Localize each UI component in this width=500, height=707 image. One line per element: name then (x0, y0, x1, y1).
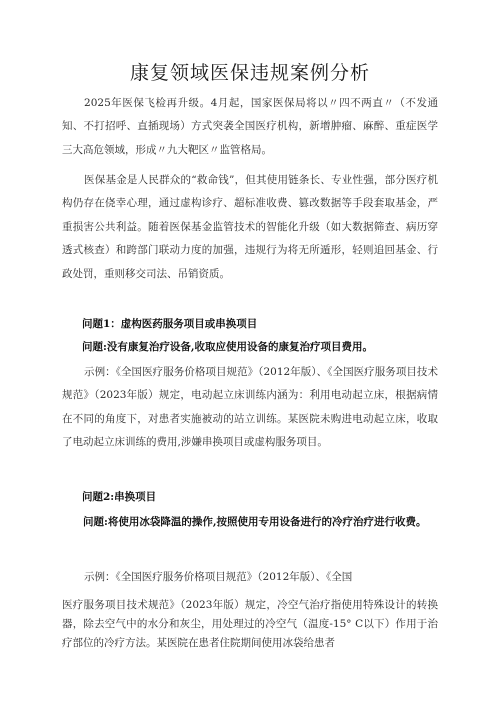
issue-2-heading: 问题2:串换项目 (82, 491, 157, 503)
fund-paragraph: 医保基金是人民群众的“救命钱”，但其使用链条长、专业性强，部分医疗机构仍存在侥幸心理，通过虚构诊疗、超标准收费、篡改数据等手段套取基金，严重损害公共利益。随着医保基金监管技术的智能化升级（如大数据筛查、病历穿透式核查）和跨部门联动力度的加强，违规行为将无所遁形，轻则追回基金、行政处罚，重则移交司法、吊销资质。 (62, 174, 438, 280)
document-title: 康复领域医保违规案例分析 (129, 62, 370, 84)
issue-1-heading: 问题1：虚构医药服务项目或串换项目 (82, 318, 258, 330)
issue-2-example-body: 医疗服务项目技术规范》（2023年版）规定，冷空气治疗指使用特殊设计的转换器，除去空气中的水分和灰尘，用处理过的冷空气（温度-15° C以下）作用于治疗部位的冷疗方法。某医院在患者住院期间使用冰袋给患者 (62, 599, 438, 649)
intro-paragraph: 2025年医保飞检再升级。4月起，国家医保局将以〃四不两直〃（不发通知、不打招呼、直插现场）方式突袭全国医疗机构，新增肿瘤、麻醉、重症医学三大高危领域，形成〃九大靶区〃监管格局。 (62, 97, 438, 156)
issue-2-subheading: 问题:将使用冰袋降温的操作,按照使用专用设备进行的冷疗治疗进行收费。 (83, 516, 427, 528)
issue-1-subheading: 问题:没有康复治疗设备,收取应使用设备的康复治疗项目费用。 (82, 341, 374, 353)
issue-2-example-line1: 示例：《全国医疗服务价格项目规范》（2012年版）、《全国 (84, 571, 353, 583)
issue-1-example: 示例：《全国医疗服务价格项目规范》（2012年版）、《全国医疗服务项目技术规范》（2023年版）规定，电动起立床训练内涵为：利用电动起立床，根据病情在不同的角度下，对患者实施被动的站立训练。某医院未购进电动起立床，收取了电动起立床训练的费用,涉嫌串换项目或虚构服务项目。 (62, 366, 438, 449)
